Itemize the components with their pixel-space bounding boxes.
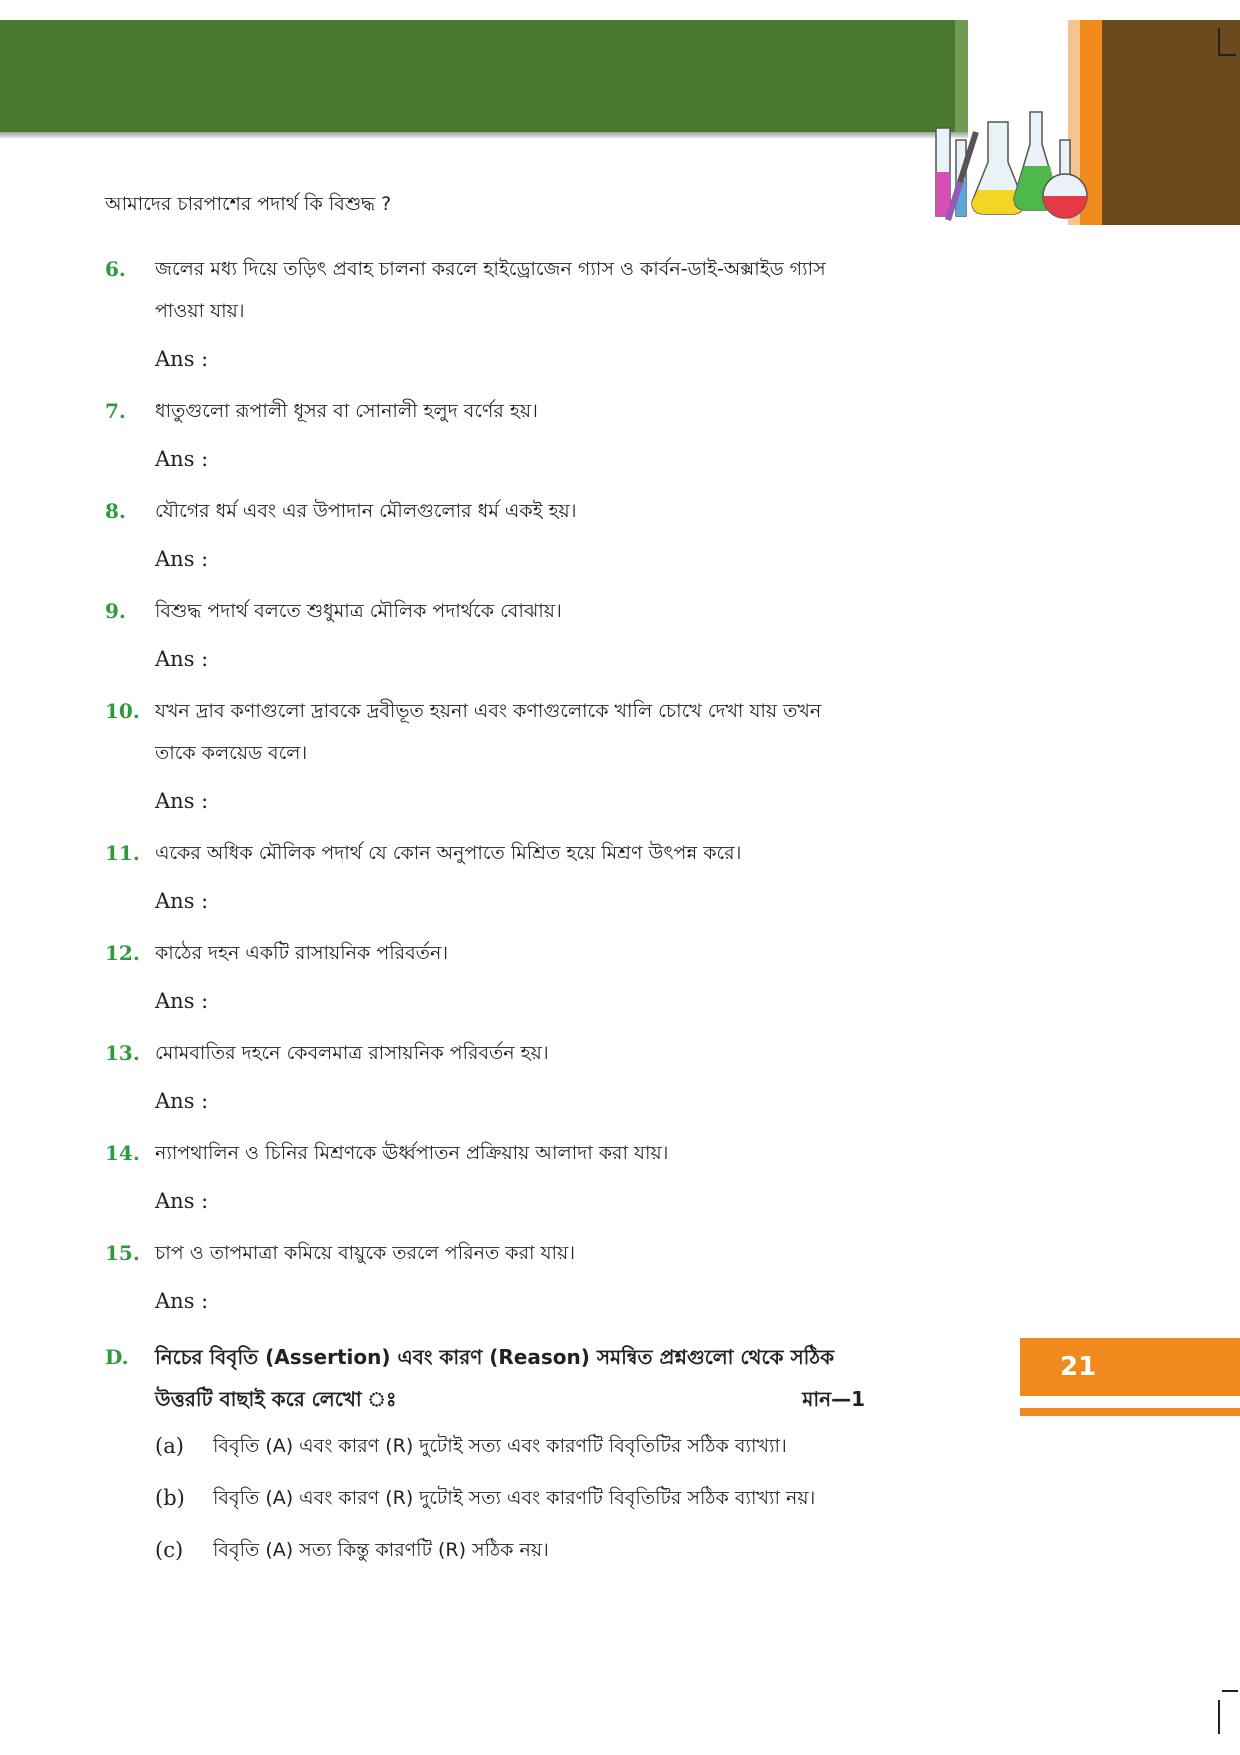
answer-label: Ans :	[155, 347, 209, 371]
question-number: 11.	[105, 841, 140, 865]
question-item	[105, 390, 865, 480]
question-list	[105, 248, 865, 1576]
question-number: 7.	[105, 399, 126, 423]
option-label: (c)	[155, 1538, 184, 1562]
crop-mark-top-h	[1218, 54, 1236, 56]
question-item	[105, 1232, 865, 1322]
question-text: চাপ ও তাপমাত্রা কমিয়ে বায়ুকে তরলে পরিনত করা যায়।	[155, 1242, 576, 1264]
question-text: যখন দ্রাব কণাগুলো দ্রাবকে দ্রবীভূত হয়না এবং কণাগুলোকে খালি চোখে দেখা যায় তখন তাকে কলয়েড বলে।	[155, 700, 822, 764]
question-item	[105, 1032, 865, 1122]
question-number: 14.	[105, 1141, 140, 1165]
marks-label: মান—1	[802, 1387, 865, 1411]
crop-mark-top	[1218, 28, 1220, 54]
page-number-rule	[1020, 1408, 1240, 1416]
answer-label: Ans :	[155, 447, 209, 471]
question-item	[105, 932, 865, 1022]
answer-label: Ans :	[155, 789, 209, 813]
option-text: বিবৃতি (A) সত্য কিন্তু কারণটি (R) সঠিক নয়।	[213, 1539, 549, 1561]
question-text: একের অধিক মৌলিক পদার্থ যে কোন অনুপাতে মিশ্রিত হয়ে মিশ্রণ উৎপন্ন করে।	[155, 842, 742, 864]
question-text: মোমবাতির দহনে কেবলমাত্র রাসায়নিক পরিবর্তন হয়।	[155, 1042, 549, 1064]
crop-mark-bottom-h	[1222, 1690, 1238, 1692]
question-number: 10.	[105, 699, 140, 723]
option-text: বিবৃতি (A) এবং কারণ (R) দুটোই সত্য এবং কারণটি বিবৃতিটির সঠিক ব্যাখ্যা নয়।	[213, 1487, 816, 1509]
question-number: 12.	[105, 941, 140, 965]
answer-label: Ans :	[155, 1089, 209, 1113]
running-head: আমাদের চারপাশের পদার্থ কি বিশুদ্ধ ?	[105, 193, 392, 215]
header-shadow	[0, 132, 968, 138]
lab-flasks-icon	[928, 110, 1088, 225]
section-instruction: নিচের বিবৃতি (Assertion) এবং কারণ (Reason) সমন্বিত প্রশ্নগুলো থেকে সঠিক উত্তরটি বাছাই করে লেখো ঃ	[155, 1345, 835, 1411]
question-number: 8.	[105, 499, 126, 523]
question-number: 9.	[105, 599, 126, 623]
question-number: 13.	[105, 1041, 140, 1065]
crop-mark-bottom	[1218, 1700, 1220, 1734]
question-text: ধাতুগুলো রূপালী ধূসর বা সোনালী হলুদ বর্ণের হয়।	[155, 400, 538, 422]
answer-label: Ans :	[155, 889, 209, 913]
question-item	[105, 248, 865, 380]
question-text: জলের মধ্য দিয়ে তড়িৎ প্রবাহ চালনা করলে হাইড্রোজেন গ্যাস ও কার্বন-ডাই-অক্সাইড গ্যাস পাওয়া যায়।	[155, 258, 826, 322]
answer-label: Ans :	[155, 1289, 209, 1313]
answer-label: Ans :	[155, 1189, 209, 1213]
question-text: কাঠের দহন একটি রাসায়নিক পরিবর্তন।	[155, 942, 449, 964]
section-d-heading	[105, 1336, 865, 1420]
answer-label: Ans :	[155, 647, 209, 671]
question-item	[105, 590, 865, 680]
question-number: 6.	[105, 257, 126, 281]
question-text: বিশুদ্ধ পদার্থ বলতে শুধুমাত্র মৌলিক পদার্থকে বোঝায়।	[155, 600, 562, 622]
page-number-badge: 21	[1020, 1338, 1240, 1396]
question-text: ন্যাপথালিন ও চিনির মিশ্রণকে ঊর্ধ্বপাতন প্রক্রিয়ায় আলাদা করা যায়।	[155, 1142, 669, 1164]
option-item	[105, 1524, 865, 1576]
header-band	[0, 20, 968, 132]
question-number: 15.	[105, 1241, 140, 1265]
option-text: বিবৃতি (A) এবং কারণ (R) দুটোই সত্য এবং কারণটি বিবৃতিটির সঠিক ব্যাখ্যা।	[213, 1435, 787, 1457]
question-item	[105, 1132, 865, 1222]
question-item	[105, 832, 865, 922]
option-item	[105, 1472, 865, 1524]
answer-label: Ans :	[155, 989, 209, 1013]
answer-label: Ans :	[155, 547, 209, 571]
section-letter: D.	[105, 1345, 129, 1369]
question-text: যৌগের ধর্ম এবং এর উপাদান মৌলগুলোর ধর্ম একই হয়।	[155, 500, 577, 522]
option-label: (b)	[155, 1486, 185, 1510]
question-item	[105, 490, 865, 580]
question-item	[105, 690, 865, 822]
option-label: (a)	[155, 1434, 184, 1458]
option-item	[105, 1420, 865, 1472]
